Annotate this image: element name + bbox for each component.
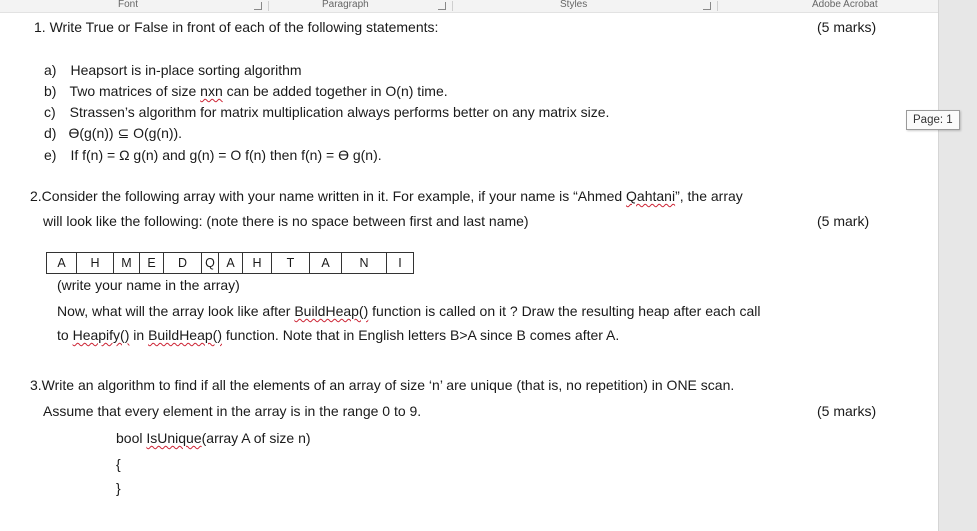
- array-cell: E: [140, 253, 164, 273]
- item-text: Strassen’s algorithm for matrix multiplication always performs better on any matrix size.: [69, 104, 610, 120]
- ribbon-group-paragraph-label: Paragraph: [322, 0, 369, 10]
- array-cell: M: [114, 253, 140, 273]
- array-cell: A: [219, 253, 243, 273]
- spellcheck-word: Qahtani: [626, 188, 676, 204]
- list-item: b) Two matrices of size nxn can be added together in O(n) time.: [44, 83, 448, 99]
- item-letter: b): [44, 83, 57, 99]
- array-cell: A: [310, 253, 342, 273]
- array-cell: I: [398, 256, 402, 270]
- spellcheck-word: BuildHeap(): [148, 327, 222, 343]
- question-3-marks: (5 marks): [817, 403, 877, 419]
- array-cell: Q: [202, 253, 219, 273]
- code-close-brace: }: [116, 480, 121, 496]
- item-letter: d): [44, 125, 57, 141]
- ribbon-group-adobe-acrobat-label: Adobe Acrobat: [812, 0, 878, 10]
- item-letter: e): [44, 147, 57, 163]
- question-1-title: 1. Write True or False in front of each of the following statements:: [34, 19, 439, 35]
- window-right-margin: [938, 0, 977, 531]
- item-letter: a): [44, 62, 57, 78]
- question-2-line-3: Now, what will the array look like after BuildHeap() function is called on it ? Draw the resulting heap after each call: [57, 303, 761, 319]
- question-2-line-4: to Heapify() in BuildHeap() function. Note that in English letters B>A since B comes after A.: [57, 327, 620, 343]
- question-3-line-1: 3.Write an algorithm to find if all the elements of an array of size ‘n’ are unique (that is, no repetition) in ONE scan.: [30, 377, 735, 393]
- question-3-line-2: Assume that every element in the array is in the range 0 to 9.: [43, 403, 422, 419]
- array-cell: H: [243, 253, 272, 273]
- code-open-brace: {: [116, 456, 121, 472]
- item-letter: c): [44, 104, 56, 120]
- list-item: [44, 124, 182, 142]
- name-array-table: [46, 252, 414, 274]
- array-cell: H: [77, 253, 114, 273]
- code-signature: bool IsUnique(array A of size n): [116, 430, 311, 446]
- spellcheck-word: BuildHeap(): [294, 303, 369, 319]
- item-text: ϴ(g(n)) ⊆ O(g(n)).: [68, 125, 183, 141]
- item-text: Heapsort is in-place sorting algorithm: [70, 62, 302, 78]
- list-item: [44, 61, 302, 79]
- page-indicator-tooltip: Page: 1: [906, 110, 960, 130]
- array-cell: D: [164, 253, 202, 273]
- ribbon-group-styles-label: Styles: [560, 0, 588, 10]
- array-cell: A: [47, 253, 77, 273]
- question-2-line-2: will look like the following: (note there is no space between first and last name): [43, 213, 529, 229]
- array-cell: N: [342, 253, 387, 273]
- question-2-marks: (5 mark): [817, 213, 870, 229]
- array-cell: T: [272, 253, 310, 273]
- list-item: [44, 103, 609, 121]
- spellcheck-word: Heapify(): [72, 327, 130, 343]
- spellcheck-word: IsUnique: [146, 430, 202, 446]
- question-1-marks: (5 marks): [817, 19, 877, 35]
- question-2-line-1: 2.Consider the following array with your name written in it. For example, if your name is “Ahmed Qahtani”, the array: [30, 188, 743, 204]
- list-item: [44, 146, 382, 164]
- ribbon-group-font-label: Font: [118, 0, 139, 10]
- spellcheck-word: nxn: [200, 83, 223, 99]
- item-text: If f(n) = Ω g(n) and g(n) = O f(n) then f(n) = ϴ g(n).: [70, 147, 382, 163]
- array-caption: (write your name in the array): [57, 277, 240, 293]
